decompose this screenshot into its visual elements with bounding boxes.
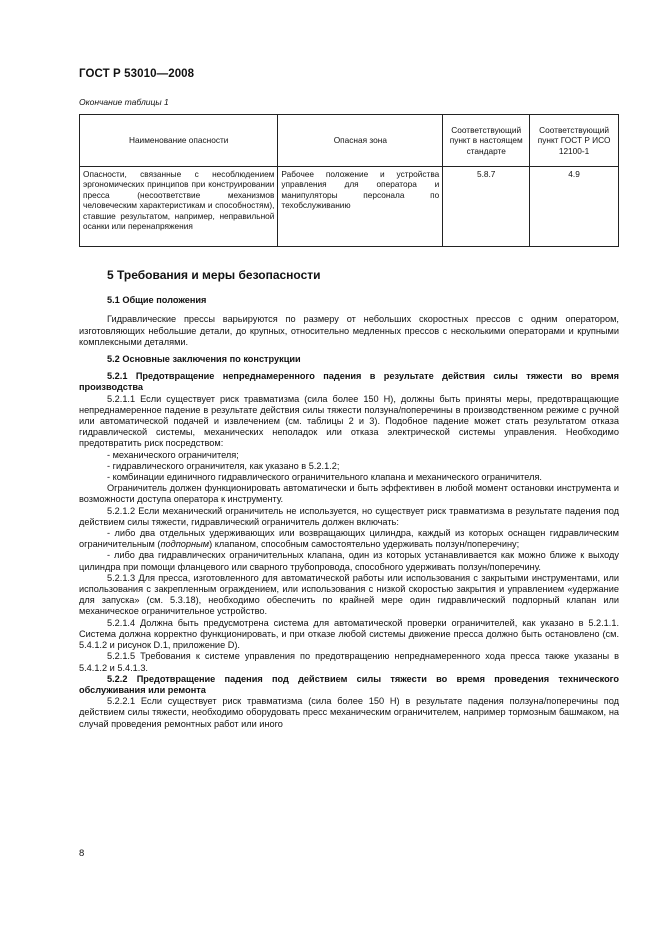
page-number: 8	[79, 848, 85, 859]
column-header-hazard: Наименование опасности	[80, 115, 278, 167]
subsection-5-2-title: 5.2 Основные заключения по конструкции	[107, 354, 301, 365]
paragraph-5-2-1-3: 5.2.1.3 Для пресса, изготовленного для автоматической работы или использования с закрытыми инструментами, или использования с закрепленным ограждением, или использования с низкой скоростью закрытия и управлением «удержание для запуска» (см. 5.3.18), необходимо обеспечить по крайней мере один гидравлический подпорный клапан или механическое ограничительное устройство.	[79, 572, 619, 617]
cell-hazard: Опасности, связанные с несоблюдением эргономических принципов при конструировании пресса (несоответствие механизмов человеческим характеристикам и способностям), ставшие результатом, например, неправильной осанки или перенапряжения	[80, 167, 278, 247]
column-header-clause-std: Соответствующий пункт в настоящем стандарте	[443, 115, 530, 167]
column-header-clause-iso: Соответствующий пункт ГОСТ Р ИСО 12100-1	[530, 115, 619, 167]
section-title: 5 Требования и меры безопасности	[107, 268, 321, 282]
list-item: - либо два гидравлических ограничительных клапана, один из которых устанавливается как можно ближе к выходу цилиндра при помощи фланцевого или сварного трубопровода, способного удерживать ползун/поперечину.	[79, 550, 619, 572]
paragraph-5-2-2-1: 5.2.2.1 Если существует риск травматизма (сила более 150 Н) в результате падения ползуна/поперечины под действием силы тяжести, необходимо оборудовать пресс механическим ограничителем, например тормозным башмаком, на случай проведения ремонтных работ или иного	[79, 696, 619, 729]
body-text	[79, 270, 619, 730]
subsection-5-2-2-title: 5.2.2 Предотвращение падения под действием силы тяжести во время проведения технического обслуживания или ремонта	[79, 673, 619, 695]
subsection-5-2-1-title: 5.2.1 Предотвращение непреднамеренного падения в результате действия силы тяжести во время производства	[79, 371, 619, 393]
list-item: - механического ограничителя;	[107, 449, 239, 460]
list-item: - гидравлического ограничителя, как указано в 5.2.1.2;	[107, 460, 340, 471]
paragraph-5-2-1-4: 5.2.1.4 Должна быть предусмотрена система для автоматической проверки ограничителей, как указано в 5.2.1.1. Система должна корректно функционировать, и при отказе любой системы движение пресса должно быть остановлено (см. 5.4.1.2 и рисунок D.1, приложение D).	[79, 617, 619, 651]
document-header: ГОСТ Р 53010—2008	[79, 68, 195, 80]
paragraph-5-2-1-1: 5.2.1.1 Если существует риск травматизма (сила более 150 Н), должны быть приняты меры, предотвращающие непреднамеренное падение в результате действия силы тяжести ползуна/поперечины в производственном режиме с ручной или автоматической подачей и извлечением (см. таблицы 2 и 3). Подобное падение может стать результатом отказа гидравлической системы, механических неполадок или отказа электрической системы управления. Необходимо предотвратить риск посредством:	[79, 393, 619, 449]
column-header-zone: Опасная зона	[278, 115, 443, 167]
cell-clause-std: 5.8.7	[443, 167, 530, 247]
list-item: - комбинации единичного гидравлического ограничительного клапана и механического ограничителя.	[107, 472, 542, 483]
table-header-row	[80, 115, 619, 167]
paragraph-5-2-1-2: 5.2.1.2 Если механический ограничитель не используется, но существует риск травматизма в результате падения под действием силы тяжести, гидравлический ограничитель должен включать:	[79, 505, 619, 527]
table-caption: Окончание таблицы 1	[79, 97, 169, 107]
subsection-5-1-title: 5.1 Общие положения	[107, 295, 207, 306]
hazard-table	[79, 114, 619, 247]
cell-zone: Рабочее положение и устройства управления для оператора и манипуляторы персонала по техобслуживанию	[278, 167, 443, 247]
list-item: - либо два отдельных удерживающих или возвращающих цилиндра, каждый из которых оснащен гидравлическим ограничительным (подпорным) клапаном, способным самостоятельно удерживать ползун/поперечину;	[79, 528, 619, 550]
paragraph-5-2-1-5: 5.2.1.5 Требования к системе управления по предотвращению непреднамеренного хода пресса также указаны в 5.4.1.2 и 5.4.1.3.	[79, 651, 619, 673]
paragraph-5-2-1-1-cont: Ограничитель должен функционировать автоматически и быть эффективен в любой момент остановки инструмента и возможности доступа оператора к инструменту.	[79, 483, 619, 505]
table-row	[80, 167, 619, 247]
cell-clause-iso: 4.9	[530, 167, 619, 247]
paragraph-5-1: Гидравлические прессы варьируются по размеру от небольших скоростных прессов с одним оператором, изготовляющих небольшие детали, до крупных, относительно медленных прессов с несколькими операторами и крупными комплексными деталями.	[79, 314, 619, 347]
